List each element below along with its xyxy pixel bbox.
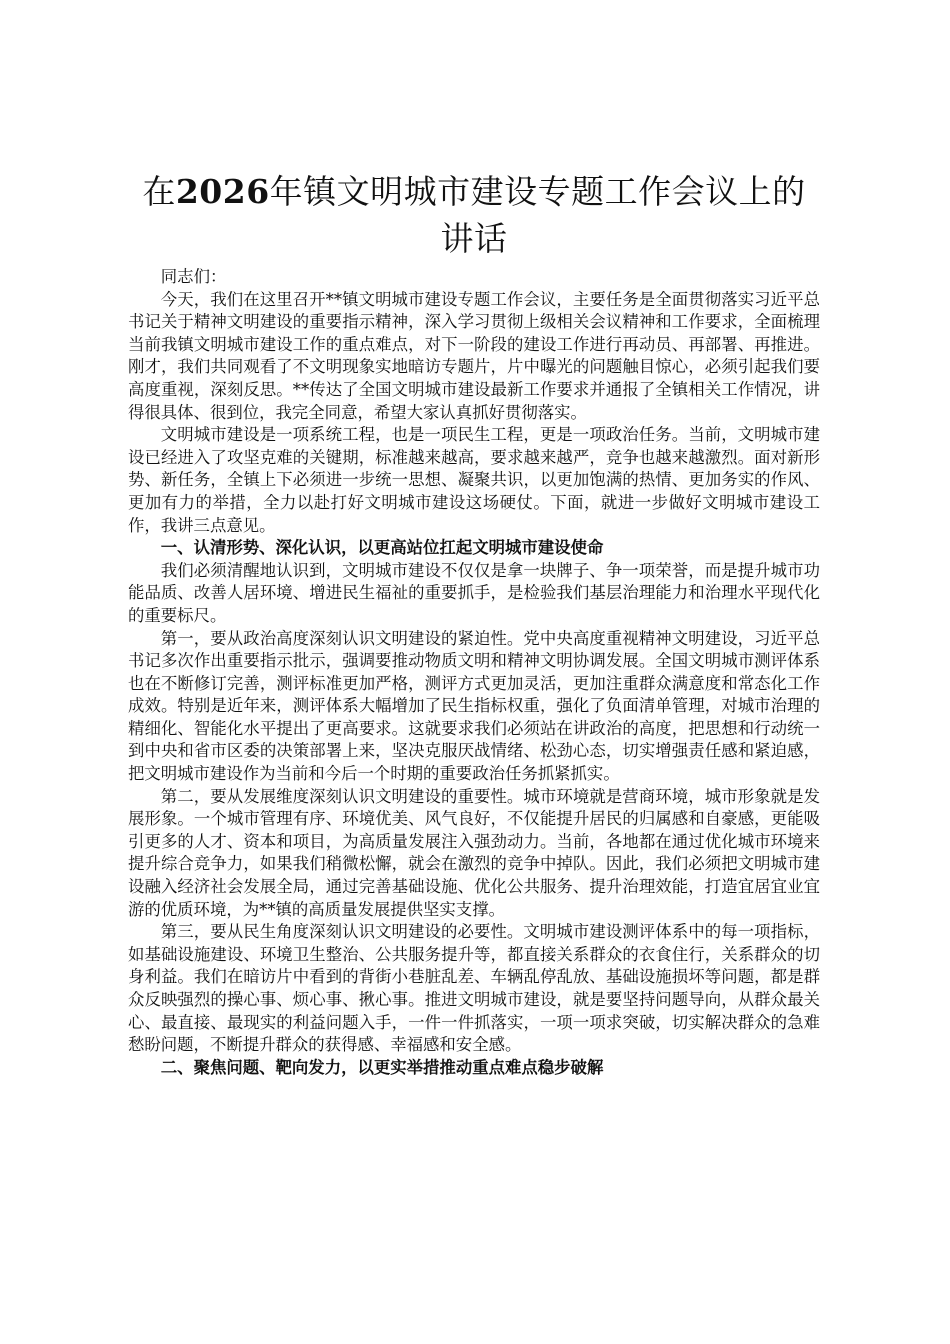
intro-paragraph-1: 今天，我们在这里召开**镇文明城市建设专题工作会议，主要任务是全面贯彻落实习近平总书记关于精神文明建设的重要指示精神，深入学习贯彻上级相关会议精神和工作要求，全面梳理当前我镇文明城市建设工作的重点难点，对下一阶段的建设工作进行再动员、再部署、再推进。刚才，我们共同观看了不文明现象实地暗访专题片，片中曝光的问题触目惊心，必须引起我们要高度重视，深刻反思。**传达了全国文明城市建设最新工作要求并通报了全镇相关工作情况，讲得很具体、很到位，我完全同意，希望大家认真抓好贯彻落实。 bbox=[128, 289, 820, 422]
section-heading-2: 二、聚焦问题、靶向发力，以更实举措推动重点难点稳步破解 bbox=[160, 1057, 604, 1077]
title-prefix: 在 bbox=[142, 172, 176, 211]
section1-paragraph-4: 第三，要从民生角度深刻认识文明建设的必要性。文明城市建设测评体系中的每一项指标，如基础设施建设、环境卫生整治、公共服务提升等，都直接关系群众的衣食住行，关系群众的切身利益。我们在暗访片中看到的背街小巷脏乱差、车辆乱停乱放、基础设施损坏等问题，都是群众反映强烈的操心事、烦心事、揪心事。推进文明城市建设，就是要坚持问题导向，从群众最关心、最直接、最现实的利益问题入手，一件一件抓落实，一项一项求突破，切实解决群众的急难愁盼问题，不断提升群众的获得感、幸福感和安全感。 bbox=[128, 922, 820, 1055]
document-title bbox=[128, 168, 820, 262]
title-suffix: 年镇文明城市建设专题工作会议上的讲话 bbox=[269, 172, 806, 258]
section1-paragraph-1: 我们必须清醒地认识到，文明城市建设不仅仅是拿一块牌子、争一项荣誉，而是提升城市功能品质、改善人居环境、增进民生福祉的重要抓手，是检验我们基层治理能力和治理水平现代化的重要标尺。 bbox=[128, 560, 820, 625]
title-year: 2026 bbox=[175, 172, 270, 211]
document-page bbox=[128, 168, 820, 1079]
salutation: 同志们： bbox=[160, 267, 227, 286]
section1-paragraph-2: 第一，要从政治高度深刻认识文明建设的紧迫性。党中央高度重视精神文明建设，习近平总书记多次作出重要指示批示，强调要推动物质文明和精神文明协调发展。全国文明城市测评体系也在不断修订完善，测评标准更加严格，测评方式更加灵活，更加注重群众满意度和常态化工作成效。特别是近年来，测评体系大幅增加了民生指标权重，强化了负面清单管理，对城市治理的精细化、智能化水平提出了更高要求。这就要求我们必须站在讲政治的高度，把思想和行动统一到中央和省市区委的决策部署上来，坚决克服厌战情绪、松劲心态，切实增强责任感和紧迫感，把文明城市建设作为当前和今后一个时期的重要政治任务抓紧抓实。 bbox=[128, 628, 820, 784]
section-heading-1: 一、认清形势、深化认识，以更高站位扛起文明城市建设使命 bbox=[160, 538, 604, 558]
section1-paragraph-3: 第二，要从发展维度深刻认识文明建设的重要性。城市环境就是营商环境，城市形象就是发展形象。一个城市管理有序、环境优美、风气良好，不仅能提升居民的归属感和自豪感，更能吸引更多的人才、资本和项目，为高质量发展注入强劲动力。当前，各地都在通过优化城市环境来提升综合竞争力，如果我们稍微松懈，就会在激烈的竞争中掉队。因此，我们必须把文明城市建设融入经济社会发展全局，通过完善基础设施、优化公共服务、提升治理效能，打造宜居宜业宜游的优质环境，为**镇的高质量发展提供坚实支撑。 bbox=[128, 786, 820, 919]
intro-paragraph-2: 文明城市建设是一项系统工程，也是一项民生工程，更是一项政治任务。当前，文明城市建设已经进入了攻坚克难的关键期，标准越来越高，要求越来越严，竞争也越来越激烈。面对新形势、新任务，全镇上下必须进一步统一思想、凝聚共识，以更加饱满的热情、更加务实的作风、更加有力的举措，全力以赴打好文明城市建设这场硬仗。下面，就进一步做好文明城市建设工作，我讲三点意见。 bbox=[128, 425, 820, 535]
